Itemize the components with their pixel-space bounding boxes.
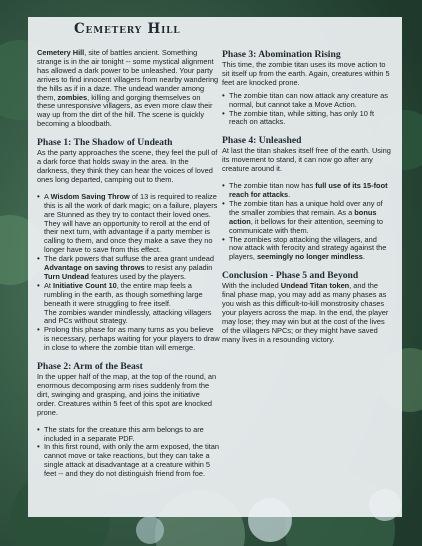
intro-lead: Cemetery Hill: [37, 48, 85, 57]
conclusion-heading: Conclusion - Phase 5 and Beyond: [222, 270, 359, 282]
list-item: • At Initiative Count 10, the entire map feels a rumbling in the earth, as though something large beneath it were struggling to free itself. The zombies wander mindlessly, attacking villagers and PCs without strategy.: [37, 282, 220, 327]
list-item: • The dark powers that suffuse the area grant undead Advantage on saving throws to resist any paladin Turn Undead features used by the players.: [37, 255, 220, 282]
phase1-heading: Phase 1: The Shadow of Undeath: [37, 137, 173, 149]
list-item: • In this first round, with only the arm exposed, the titan cannot move or take reactions, but they can take a single attack at disadvantage at a creature within 5 feet -- and they do not distinguish friend from foe.: [37, 443, 220, 479]
phase4-heading: Phase 4: Unleashed: [222, 135, 302, 147]
intro-paragraph: Cemetery Hill, site of battles ancient. Something strange is in the air tonight -- some mystical alignment has allowed a dark power to be unleashed. Your party arrives to find innocent villagers from nearby wandering the hills as if in a daze. The undead wander among them, zombies, killing and gorging themselves on these unresponsive villagers, as even more claw their way up from the dirt of the hill. The scene is quickly becoming a bloodbath.: [37, 48, 219, 129]
list-item: • The zombie titan can now attack any creature as normal, but cannot take a Move Action.: [222, 92, 392, 110]
list-item: • Prolong this phase for as many turns as you believe is necessary, perhaps waiting for your players to draw in close to where the zombie titan will emerge.: [37, 326, 220, 353]
phase3-heading: Phase 3: Abomination Rising: [222, 49, 341, 60]
conclusion-text: With the included Undead Titan token, and the final phase map, you may add as many phases as you wish as this difficult-to-kill monstrosity chases your players across the map. In the end, the player may lose; they may win but at the cost of the lives of the villagers NPCs; or they might have saved many lives in a resounding victory.: [222, 281, 389, 344]
phase1-text: As the party approaches the scene, they feel the pull of a dark force that holds sway in the area. In the darkness, they think they can hear the voices of loved ones long departed, camping out to them.: [37, 148, 218, 184]
phase3-text: This time, the zombie titan uses its move action to sit itself up from the earth. Again, creatures within 5 feet are knocked prone.: [222, 60, 390, 87]
left-column: [37, 26, 220, 479]
phase2-list: [37, 426, 220, 479]
phase2-text: In the upper half of the map, at the top of the round, an enormous decomposing arm rises suddenly from the dirt, swinging and grasping, and joins the initiative order. Creatures within 5 feet of this spot are knocked prone.: [37, 372, 217, 417]
list-item: • The zombie titan has a unique hold over any of the smaller zombies that remain. As a bonus action, it bellows for their attention, seeming to communicate with them.: [222, 200, 392, 236]
list-item: • The zombie titan now has full use of its 15-foot reach for attacks.: [222, 182, 392, 200]
phase4-text: At last the titan shakes itself free of the earth. Using its movement to stand, it can now go after any creature around it.: [222, 146, 391, 174]
phase2-heading: Phase 2: Arm of the Beast: [37, 361, 143, 373]
list-item: • The stats for the creature this arm belongs to are included in a separate PDF.: [37, 426, 220, 444]
right-column: [222, 49, 392, 345]
phase1-list: [37, 193, 220, 353]
list-item: • The zombies stop attacking the villagers, and now attack with ferocity and strategy against the players, seemingly no longer mindless.: [222, 236, 392, 263]
list-item: • The zombie titan, while sitting, has only 10 ft reach on attacks.: [222, 110, 392, 128]
phase3-list: [222, 92, 392, 128]
phase4-list: [222, 182, 392, 262]
page-title: Cemetery Hill: [74, 21, 181, 37]
list-item: • A Wisdom Saving Throw of 13 is required to realize this is all the work of dark magic; on a failure, players are Stunned as they try to contact their loved ones. They will have an opportunity to reroll at the end of their next turn, with advantage if a party member is calling to them, and once they make a save they no longer have to save from this effect.: [37, 193, 220, 255]
